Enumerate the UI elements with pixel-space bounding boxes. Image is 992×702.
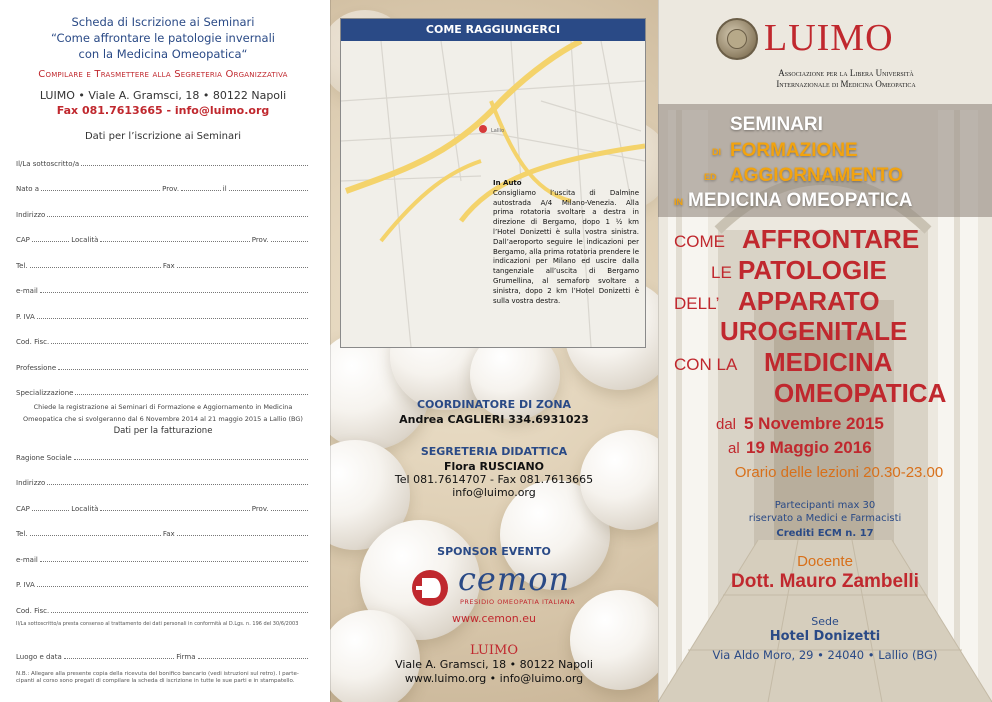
field-label: Firma	[176, 652, 196, 661]
secretariat-name: Flora RUSCIANO	[443, 460, 545, 473]
field-line[interactable]	[47, 216, 308, 217]
al-word: al	[728, 440, 740, 457]
field-tel-billing[interactable]	[16, 528, 310, 538]
field-label: Cod. Fisc.	[16, 606, 50, 615]
privacy-consent: Il/La sottoscritto/a presta consenso al trattamento dei dati personali in conformità al D.Lgs. n. 196 del 30/6/2003	[16, 620, 299, 627]
footer-web[interactable]: www.luimo.org • info@luimo.org	[404, 672, 584, 685]
field-tax-code[interactable]	[16, 336, 310, 346]
title-apparato: APPARATO	[738, 286, 880, 316]
logo-text: LUIMO	[764, 17, 894, 59]
cemon-mark-icon	[408, 566, 452, 610]
credits: Crediti ECM n. 17	[776, 528, 874, 539]
title-con-la: CON LA	[674, 355, 738, 374]
association-line1: Associazione per la Libera Università	[778, 68, 914, 78]
reserved: riservato a Medici e Farmacisti	[748, 513, 902, 524]
sponsor-block	[330, 545, 658, 558]
field-line[interactable]	[51, 343, 308, 344]
field-vat[interactable]	[16, 311, 310, 321]
field-label: Ragione Sociale	[16, 453, 72, 462]
field-line[interactable]	[32, 510, 69, 511]
field-line[interactable]	[37, 318, 308, 319]
field-vat-billing[interactable]	[16, 579, 310, 589]
association-line2: Internazionale di Medicina Omeopatica	[776, 79, 916, 89]
field-line[interactable]	[30, 267, 161, 268]
field-label: Specializzazione	[16, 389, 74, 397]
field-label: Fax	[162, 530, 175, 538]
field-line[interactable]	[100, 510, 249, 511]
field-profession[interactable]	[16, 362, 310, 372]
field-cap-billing[interactable]	[16, 503, 310, 513]
field-label: Fax	[162, 261, 175, 270]
venue-address: Via Aldo Moro, 29 • 24040 • Lallio (BG)	[712, 648, 938, 662]
title-medicina: MEDICINA	[764, 347, 893, 377]
title-affrontare: AFFRONTARE	[742, 224, 920, 254]
coordinator-contact: Andrea CAGLIERI 334.6931023	[399, 413, 589, 426]
field-line[interactable]	[40, 561, 308, 562]
luimo-logo	[716, 14, 976, 92]
field-tel[interactable]	[16, 260, 310, 270]
venue-name: Hotel Donizetti	[769, 629, 881, 644]
title-le: LE	[711, 263, 732, 282]
nb-note-line1: N.B.: Allegare alla presente copia della ricevuta del bonifico bancario (vedi istruzioni sul retro). I parte-	[16, 670, 299, 677]
billing-title: Dati per la fatturazione	[113, 426, 213, 436]
ed-word: ED	[704, 172, 717, 182]
sede-label: Sede	[811, 615, 839, 628]
footer-brand: LUIMO	[470, 643, 518, 658]
field-line[interactable]	[81, 165, 308, 166]
in-word: IN	[674, 197, 683, 207]
field-cap[interactable]	[16, 234, 310, 244]
field-label: Località	[71, 504, 99, 513]
field-label: P. IVA	[16, 312, 35, 321]
field-label: CAP	[16, 504, 30, 513]
field-label: il	[222, 185, 227, 193]
sponsor-title: SPONSOR EVENTO	[437, 545, 551, 558]
medicina-omeopatica-word: MEDICINA OMEOPATICA	[688, 190, 913, 211]
field-line[interactable]	[198, 658, 308, 659]
coordinator-block	[330, 398, 658, 426]
field-line[interactable]	[75, 394, 308, 395]
field-line[interactable]	[58, 369, 308, 370]
registration-request-line1: Chiede la registrazione ai Seminari di Formazione e Aggiornamento in Medicina	[33, 403, 293, 411]
form-section-title: Dati per l’iscrizione ai Seminari	[84, 131, 242, 142]
date-start: 5 Novembre 2015	[744, 414, 884, 433]
sponsor-tagline: PRESIDIO OMEOPATIA ITALIANA	[460, 598, 576, 606]
field-line[interactable]	[32, 241, 69, 242]
secretariat-email: info@luimo.org	[452, 486, 536, 499]
cover-panel	[658, 0, 992, 702]
field-label: Località	[71, 236, 99, 244]
secretariat-title: SEGRETERIA DIDATTICA	[420, 445, 568, 458]
organizer-address: LUIMO • Viale A. Gramsci, 18 • 80122 Napoli	[39, 89, 287, 102]
seal-center	[727, 29, 747, 49]
field-line[interactable]	[40, 292, 308, 293]
field-place-date-signature[interactable]	[16, 651, 310, 661]
association-name	[716, 68, 976, 90]
map-title: COME RAGGIUNGERCI	[341, 19, 645, 41]
title-come: COME	[674, 232, 725, 251]
field-label: Indirizzo	[16, 479, 46, 487]
field-line[interactable]	[64, 658, 174, 659]
date-end: 19 Maggio 2016	[746, 438, 872, 457]
directions-text: Consigliamo l’uscita di Dalmine autostrada A/4 Milano-Venezia. Alla prima rotatoria svoltare a destra in direzione di Bergamo, dopo 1 ½ km l’Hotel Donizetti è sulla vostra sinistra. Dall’aeroporto seguire le indicazioni per Bergamo, alla prima rotatoria prendere le indicazioni per Milano ed uscire dalla tangenziale all’uscita di Bergamo Grumellina, al semaforo svoltare a sinistra, dopo 2 km l’Hotel Donizetti è sulla vostra destra.	[493, 188, 640, 305]
fold-line	[330, 0, 331, 702]
registration-request-line2: Omeopatica che si svolgeranno dal 6 Novembre 2014 al 21 maggio 2015 a Lallio (BG)	[23, 415, 303, 423]
title-urogenitale: UROGENITALE	[720, 316, 908, 346]
field-line[interactable]	[41, 190, 160, 191]
footer-address: Viale A. Gramsci, 18 • 80122 Napoli	[395, 658, 593, 671]
cemon-logo	[408, 560, 588, 608]
field-line[interactable]	[177, 267, 308, 268]
coordinator-title: COORDINATORE DI ZONA	[416, 398, 572, 411]
field-label: Professione	[16, 363, 57, 372]
field-line[interactable]	[30, 535, 161, 536]
field-label: CAP	[16, 236, 30, 244]
field-signatory[interactable]	[16, 158, 310, 168]
field-label: e-mail	[16, 287, 38, 295]
dal-word: dal	[716, 416, 737, 433]
docente-name: Dott. Mauro Zambelli	[731, 571, 919, 592]
field-line[interactable]	[229, 190, 308, 191]
field-email[interactable]	[16, 285, 310, 295]
field-line[interactable]	[100, 241, 249, 242]
form-heading-line3: con la Medicina Omeopatica“	[78, 47, 248, 61]
driving-directions	[493, 179, 639, 306]
registration-request	[16, 401, 310, 425]
organizer-fax-email: Fax 081.7613665 - info@luimo.org	[56, 104, 270, 117]
field-line[interactable]	[271, 241, 308, 242]
field-line[interactable]	[271, 510, 308, 511]
field-label: Prov.	[251, 504, 269, 513]
aggiornamento-word: AGGIORNAMENTO	[730, 165, 903, 186]
field-label: Luogo e data	[16, 652, 62, 661]
location-pin-icon	[479, 125, 487, 133]
form-heading-line1: Scheda di Iscrizione ai Seminari	[71, 15, 255, 29]
title-dell: DELL’	[674, 294, 720, 313]
title-patologie: PATOLOGIE	[738, 255, 887, 285]
secretariat-block	[330, 445, 658, 499]
nb-note	[16, 671, 310, 685]
field-birth[interactable]	[16, 183, 310, 193]
field-address[interactable]	[16, 209, 310, 219]
title-omeopatica: OMEOPATICA	[774, 378, 947, 408]
field-line[interactable]	[37, 586, 308, 587]
sponsor-name: cemon	[458, 560, 571, 598]
docente-label: Docente	[797, 553, 853, 570]
seal-icon	[716, 18, 758, 60]
field-label: Nato a	[16, 185, 40, 193]
fold-line	[658, 0, 659, 702]
field-company[interactable]	[16, 452, 310, 462]
registration-panel	[0, 0, 330, 702]
seminari-word: SEMINARI	[730, 114, 823, 135]
form-instruction: Compilare e Trasmettere alla Segreteria Organizzativa	[38, 69, 288, 80]
field-label: Prov.	[251, 236, 269, 244]
formazione-word: FORMAZIONE	[730, 140, 858, 161]
field-label: Il/La sottoscritto/a	[16, 159, 80, 168]
sponsor-url[interactable]: www.cemon.eu	[452, 612, 536, 625]
field-line[interactable]	[47, 484, 308, 485]
secretariat-phone: Tel 081.7614707 - Fax 081.7613665	[394, 473, 594, 486]
field-label: Prov.	[162, 185, 180, 193]
di-word: DI	[712, 147, 721, 157]
field-label: e-mail	[16, 555, 38, 564]
field-line[interactable]	[181, 190, 221, 191]
field-label: Cod. Fisc.	[16, 338, 50, 346]
schedule: Orario delle lezioni 20.30-23.00	[734, 464, 944, 481]
form-heading	[16, 14, 310, 62]
field-address-billing[interactable]	[16, 477, 310, 487]
field-specialization[interactable]	[16, 387, 310, 397]
nb-note-line2: cipanti al corso sono pregati di compilare la scheda di iscrizione in tutte le sue parti e in stampatello.	[16, 677, 295, 684]
field-label: Indirizzo	[16, 210, 46, 219]
field-label: Tel.	[16, 261, 28, 270]
map-box	[340, 18, 646, 348]
field-label: Tel.	[16, 530, 28, 538]
form-heading-line2: “Come affrontare le patologie invernali	[51, 31, 275, 45]
field-line[interactable]	[51, 612, 308, 613]
participants: Partecipanti max 30	[774, 500, 876, 511]
field-label: P. IVA	[16, 581, 35, 589]
field-tax-code-billing[interactable]	[16, 605, 310, 615]
field-line[interactable]	[177, 535, 308, 536]
field-email-billing[interactable]	[16, 554, 310, 564]
directions-title: In Auto	[493, 179, 522, 187]
field-line[interactable]	[74, 459, 308, 460]
svg-text:Lallio: Lallio	[491, 128, 505, 134]
